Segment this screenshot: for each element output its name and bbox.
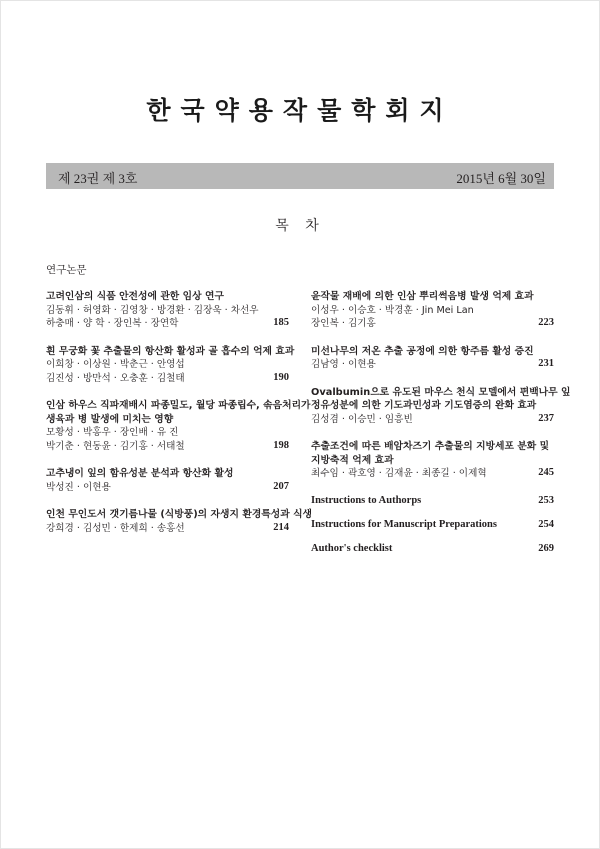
article-title: Ovalbumin으로 유도된 마우스 천식 모델에서 편백나무 잎 <box>311 386 571 398</box>
article-authors: 이희창 · 이상원 · 박춘근 · 안영섭 <box>46 359 185 370</box>
toc-entry[interactable] <box>311 345 554 372</box>
author-row <box>46 440 289 454</box>
toc-entry[interactable] <box>46 508 313 535</box>
article-authors: 최수임 · 곽호영 · 김재윤 · 최종길 · 이제혁 <box>311 468 487 479</box>
instructions-label: Author's checklist <box>311 542 393 554</box>
article-title: 생육과 병 발생에 미치는 영향 <box>46 413 174 425</box>
page-number: 198 <box>273 439 289 451</box>
author-row <box>311 467 554 481</box>
instructions-label: Instructions for Manuscript Preparations <box>311 518 497 530</box>
page-number: 190 <box>273 371 289 383</box>
toc-left-column <box>46 290 313 549</box>
article-authors: 김진성 · 방만석 · 오충훈 · 김철태 <box>46 372 185 384</box>
author-row <box>311 413 554 427</box>
article-authors: 김동휘 · 허영화 · 김영창 · 방경환 · 김장욱 · 차선우 <box>46 304 259 316</box>
instructions-entry[interactable] <box>311 543 554 557</box>
article-title: 지방축적 억제 효과 <box>311 454 394 466</box>
author-row <box>46 317 289 331</box>
article-authors: 이성우 · 이승호 · 박경훈 · Jin Mei Lan <box>311 304 474 316</box>
toc-entry[interactable] <box>311 386 571 427</box>
article-authors: 김성겸 · 이승민 · 임흥빈 <box>311 413 413 425</box>
toc-entry[interactable] <box>46 467 289 494</box>
toc-right-column <box>311 290 571 567</box>
page-number: 207 <box>273 480 289 492</box>
page-number: 185 <box>273 317 289 328</box>
article-authors: 모황성 · 박홍우 · 장인배 · 유 진 <box>46 427 179 438</box>
article-title: 추출조건에 따른 배암차즈기 추출물의 지방세포 분화 및 <box>311 441 550 452</box>
toc-entry[interactable] <box>311 290 554 331</box>
page-number: 237 <box>538 412 554 424</box>
article-authors: 하충매 · 양 학 · 장인복 · 장연학 <box>46 318 179 329</box>
article-title: 정유성분에 의한 기도과민성과 기도염증의 완화 효과 <box>311 400 537 411</box>
article-authors: 박기춘 · 현동윤 · 김기홍 · 서태철 <box>46 440 185 452</box>
page-number: 231 <box>538 358 554 369</box>
toc-entry[interactable] <box>46 399 311 453</box>
article-authors: 박성진 · 이현용 <box>46 481 111 493</box>
page-number: 245 <box>538 467 554 478</box>
author-row <box>311 317 554 331</box>
article-title: 인천 무인도서 갯기름나물 (식방풍)의 자생지 환경특성과 식생 <box>46 509 313 520</box>
article-title: 고추냉이 잎의 함유성분 분석과 항산화 활성 <box>46 468 234 479</box>
author-row <box>46 372 289 386</box>
author-row <box>46 481 289 495</box>
toc-entry[interactable] <box>46 290 289 331</box>
article-title: 고려인삼의 식품 안전성에 관한 임상 연구 <box>46 291 224 302</box>
page-number: 223 <box>538 317 554 328</box>
issue-bar <box>46 163 554 189</box>
page-number: 269 <box>538 542 554 554</box>
page-number: 214 <box>273 521 289 533</box>
page-number: 254 <box>538 518 554 530</box>
toc-entry[interactable] <box>46 345 295 386</box>
issue-volume-number: 제 23권 제 3호 <box>58 171 138 186</box>
article-title: 흰 무궁화 꽃 추출물의 항산화 활성과 골 흡수의 억제 효과 <box>46 345 295 357</box>
author-row <box>46 522 289 536</box>
page-number: 253 <box>538 494 554 506</box>
instructions-list <box>311 495 554 557</box>
article-authors: 강희경 · 김성민 · 한제희 · 송홍선 <box>46 522 185 534</box>
article-authors: 장인복 · 김기홍 <box>311 318 376 329</box>
toc-entry[interactable] <box>311 440 554 481</box>
article-title: 인삼 하우스 직파재배시 파종밀도, 월당 파종립수, 솎음처리가 <box>46 400 311 411</box>
article-authors: 김남영 · 이현용 <box>311 359 376 370</box>
article-title: 윤작물 재배에 의한 인삼 뿌리썩음병 발생 억제 효과 <box>311 291 534 302</box>
instructions-label: Instructions to Authorps <box>311 494 422 506</box>
issue-date: 2015년 6월 30일 <box>456 171 546 186</box>
section-label: 연구논문 <box>46 264 87 276</box>
article-title: 미선나무의 저온 추출 공정에 의한 항주름 활성 증진 <box>311 345 534 357</box>
author-row <box>311 358 554 372</box>
instructions-entry[interactable] <box>311 519 554 533</box>
journal-title: 한국약용작물학회지 <box>146 96 454 125</box>
instructions-entry[interactable] <box>311 495 554 509</box>
toc-heading: 목 차 <box>275 218 325 234</box>
